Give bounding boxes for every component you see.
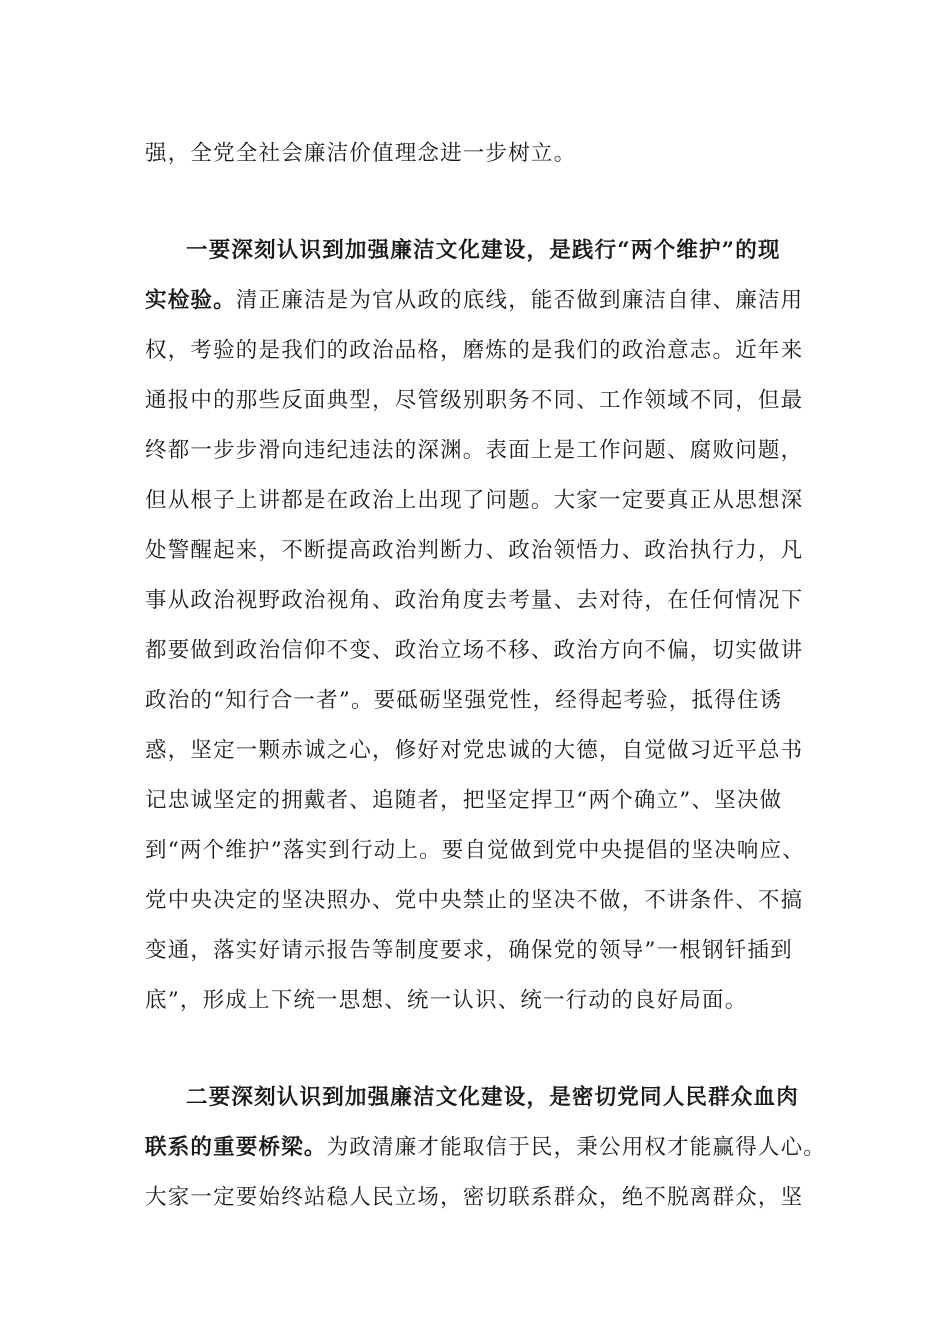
text-line: 事从政治视野政治视角、政治角度去考量、去对待，在任何情况下 xyxy=(145,588,804,613)
text-line: 权，考验的是我们的政治品格，磨炼的是我们的政治意志。近年来 xyxy=(145,338,804,363)
text-line: 到“两个维护”落实到行动上。要自觉做到党中央提倡的坚决响应、 xyxy=(145,838,805,863)
text-line: 但从根子上讲都是在政治上出现了问题。大家一定要真正从思想深 xyxy=(145,488,804,513)
text-line: 大家一定要始终站稳人民立场，密切联系群众，绝不脱离群众，坚 xyxy=(145,1185,804,1210)
text-span: 清正廉洁是为官从政的底线，能否做到廉洁自律、廉洁用 xyxy=(235,288,804,313)
text-line: 终都一步步滑向违纪违法的深渊。表面上是工作问题、腐败问题， xyxy=(145,438,804,463)
text-line: 通报中的那些反面典型，尽管级别职务不同、工作领域不同，但最 xyxy=(145,388,804,413)
text-span: 为政清廉才能取信于民，秉公用权才能赢得人心。 xyxy=(326,1135,827,1160)
text-line: 记忠诚坚定的拥戴者、追随者，把坚定捍卫“两个确立”、坚决做 xyxy=(145,788,783,813)
text-line xyxy=(145,283,835,319)
text-line: 强，全党全社会廉洁价值理念进一步树立。 xyxy=(145,141,577,166)
text-line xyxy=(145,1130,835,1166)
text-line: 处警醒起来，不断提高政治判断力、政治领悟力、政治执行力，凡 xyxy=(145,538,804,563)
section-heading-1: 一要深刻认识到加强廉洁文化建设，是践行“两个维护”的现 xyxy=(186,238,781,263)
text-line: 底”，形成上下统一思想、统一认识、统一行动的良好局面。 xyxy=(145,988,748,1013)
text-line: 党中央决定的坚决照办、党中央禁止的坚决不做，不讲条件、不搞 xyxy=(145,888,804,913)
text-line: 政治的“知行合一者”。要砥砺坚强党性，经得起考验，抵得住诱 xyxy=(145,688,783,713)
text-line: 惑，坚定一颗赤诚之心，修好对党忠诚的大德，自觉做习近平总书 xyxy=(145,738,804,763)
text-line: 都要做到政治信仰不变、政治立场不移、政治方向不偏，切实做讲 xyxy=(145,638,804,663)
section-heading-2: 二要深刻认识到加强廉洁文化建设，是密切党同人民群众血肉 xyxy=(186,1085,799,1110)
section-heading-2-end: 联系的重要桥梁。 xyxy=(145,1135,327,1160)
text-line: 变通，落实好请示报告等制度要求，确保党的领导”一根钢钎插到 xyxy=(145,938,793,963)
section-heading-1-end: 实检验。 xyxy=(145,288,236,313)
